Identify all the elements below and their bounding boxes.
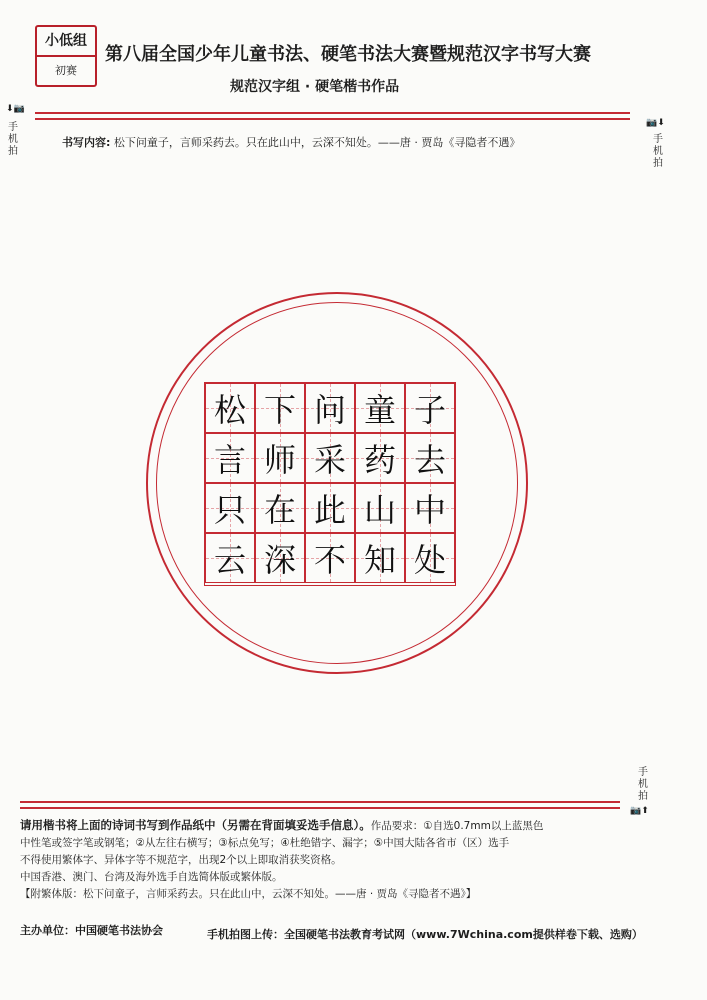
camera-download-icon-right: 📷⬇ xyxy=(646,118,665,128)
writing-content-text: 松下问童子，言师采药去。只在此山中，云深不知处。——唐 · 贾岛《寻隐者不遇》 xyxy=(113,136,521,149)
grid-cell: 此 xyxy=(305,483,355,533)
page-title: 第八届全国少年儿童书法、硬笔书法大赛暨规范汉字书写大赛 xyxy=(105,44,591,65)
grid-cell: 中 xyxy=(405,483,455,533)
grid-cell: 去 xyxy=(405,433,455,483)
grid-cell: 处 xyxy=(405,533,455,583)
organizer: 主办单位：中国硬笔书法协会 xyxy=(20,924,163,937)
top-divider-second xyxy=(35,118,630,120)
grid-cell: 问 xyxy=(305,383,355,433)
grid-cell: 言 xyxy=(205,433,255,483)
grid-cell: 深 xyxy=(255,533,305,583)
bottom-divider xyxy=(20,801,620,803)
grid-cell: 不 xyxy=(305,533,355,583)
grid-cell: 师 xyxy=(255,433,305,483)
upload-info: 手机拍图上传：全国硬笔书法教育考试网（www.7Wchina.com提供样卷下载、选购） xyxy=(207,928,643,941)
writing-content-label: 书写内容: xyxy=(62,136,111,149)
instructions xyxy=(20,817,620,903)
instructions-line5: 【附繁体版：松下问童子，言师采药去。只在此山中，云深不知处。——唐 · 贾岛《寻隐者不遇》】 xyxy=(20,888,477,900)
writing-content xyxy=(62,134,520,150)
grid-cell: 子 xyxy=(405,383,455,433)
page-subtitle: 规范汉字组 · 硬笔楷书作品 xyxy=(230,79,400,95)
instructions-line3: 不得使用繁体字、异体字等不规范字，出现2个以上即取消获奖资格。 xyxy=(20,854,342,866)
bottom-divider-second xyxy=(20,807,620,809)
grid-cell: 下 xyxy=(255,383,305,433)
camera-upload-icon: 📷⬆ xyxy=(630,806,649,816)
grid-cell: 只 xyxy=(205,483,255,533)
instructions-line1: 作品要求：①自选0.7mm以上蓝黑色 xyxy=(370,820,544,832)
top-divider xyxy=(35,112,630,114)
grid-cell: 松 xyxy=(205,383,255,433)
side-label-left: 手 机 拍 xyxy=(8,122,18,157)
grid-cell: 知 xyxy=(355,533,405,583)
group-badge xyxy=(35,25,97,87)
side-label-right-bottom: 手 机 拍 xyxy=(638,767,648,802)
side-label-right: 手 机 拍 xyxy=(653,134,663,169)
grid-cell: 云 xyxy=(205,533,255,583)
instructions-line2: 中性笔或签字笔或钢笔；②从左往右横写；③标点免写；④杜绝错字、漏字；⑤中国大陆各省市（区）选手 xyxy=(20,837,510,849)
grid-cell: 在 xyxy=(255,483,305,533)
badge-stage: 初赛 xyxy=(55,64,77,77)
grid-cell: 童 xyxy=(355,383,405,433)
camera-download-icon: ⬇📷 xyxy=(6,104,25,114)
instructions-line4: 中国香港、澳门、台湾及海外选手自选简体版或繁体版。 xyxy=(20,871,283,883)
instructions-lead: 请用楷书将上面的诗词书写到作品纸中（另需在背面填妥选手信息）。 xyxy=(20,818,371,832)
character-grid xyxy=(204,382,456,586)
grid-cell: 山 xyxy=(355,483,405,533)
badge-group: 小低组 xyxy=(37,27,95,57)
grid-cell: 采 xyxy=(305,433,355,483)
grid-cell: 药 xyxy=(355,433,405,483)
